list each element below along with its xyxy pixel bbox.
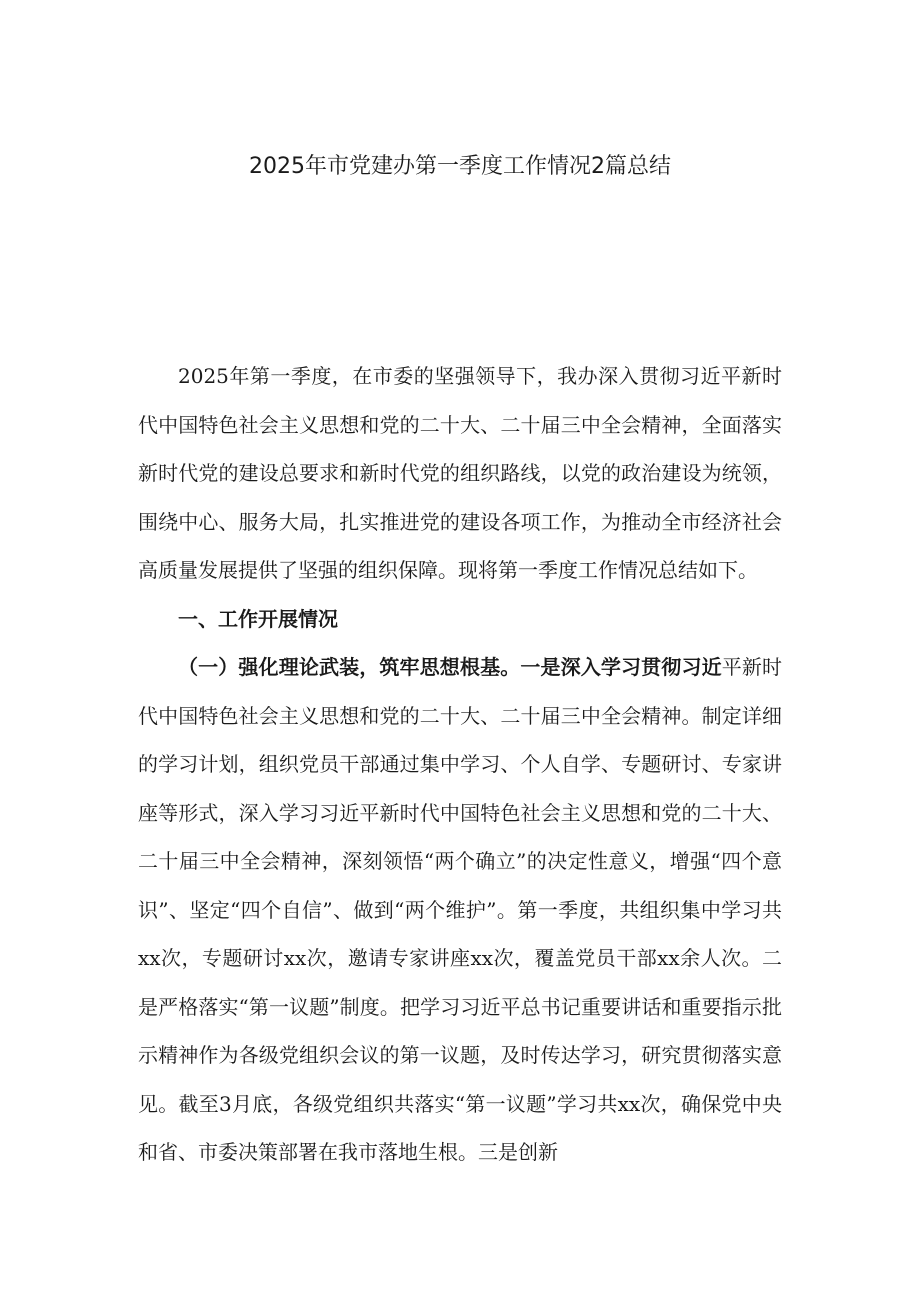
document-title: 2025年市党建办第一季度工作情况2篇总结: [249, 154, 671, 179]
subsection-paragraph: [138, 643, 782, 1177]
intro-paragraph: 2025年第一季度，在市委的坚强领导下，我办深入贯彻习近平新时代中国特色社会主义思想和党的二十大、二十届三中全会精神，全面落实新时代党的建设总要求和新时代党的组织路线，以党的政治建设为统领，围绕中心、服务大局，扎实推进党的建设各项工作，为推动全市经济社会高质量发展提供了坚强的组织保障。现将第一季度工作情况总结如下。: [138, 364, 782, 582]
section-heading: 一、工作开展情况: [178, 606, 338, 631]
subsection-body: 平新时代中国特色社会主义思想和党的二十大、二十届三中全会精神。制定详细的学习计划，组织党员干部通过集中学习、个人自学、专题研讨、专家讲座等形式，深入学习习近平新时代中国特色社会主义思想和党的二十大、二十届三中全会精神，深刻领悟“两个确立”的决定性意义，增强“四个意识”、坚定“四个自信”、做到“两个维护”。第一季度，共组织集中学习共xx次，专题研讨xx次，邀请专家讲座xx次，覆盖党员干部xx余人次。二是严格落实“第一议题”制度。把学习习近平总书记重要讲话和重要指示批示精神作为各级党组织会议的第一议题，及时传达学习，研究贯彻落实意见。截至3月底，各级党组织共落实“第一议题”学习共xx次，确保党中央和省、市委决策部署在我市落地生根。三是创新: [138, 655, 783, 1164]
document-body: [138, 352, 782, 1177]
subsection-lead: （一）强化理论武装，筑牢思想根基。一是深入学习贯彻习近: [178, 655, 722, 679]
